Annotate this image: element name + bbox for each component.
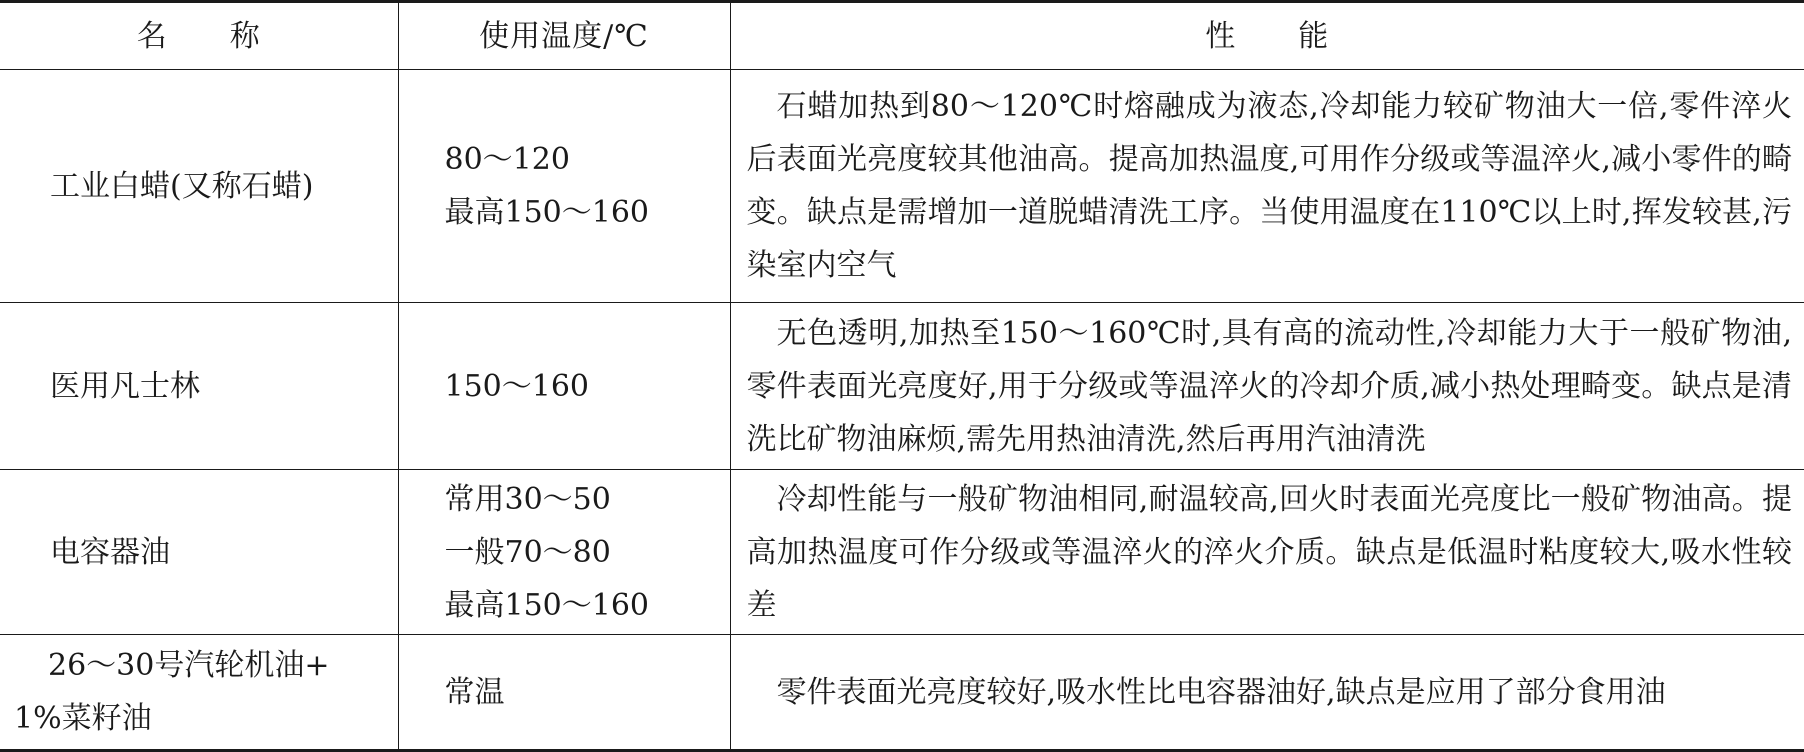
temp-line: 80～120 [444,142,570,177]
name-line: 医用凡士林 [50,368,200,404]
cell-name [0,470,398,635]
cell-temperature [398,635,730,751]
temp-line: 常温 [444,674,505,710]
temp-line: 最高150～160 [444,195,650,230]
header-temperature: 使用温度/℃ [398,2,730,70]
performance-text: 冷却性能与一般矿物油相同,耐温较高,回火时表面光亮度比一般矿物油高。提高加热温度可作分级或等温淬火的淬火介质。缺点是低温时粘度较大,吸水性较差 [746,481,1792,623]
cell-temperature [398,303,730,470]
cell-performance [730,470,1804,635]
temp-line: 150～160 [444,368,590,404]
temp-line: 常用30～50 [444,481,611,517]
header-performance: 性 能 [730,2,1804,70]
cell-performance [730,303,1804,470]
cell-temperature [398,470,730,635]
cell-performance [730,635,1804,751]
table-row [0,303,1804,470]
table-header [0,2,1804,70]
cell-temperature [398,70,730,303]
table-row [0,470,1804,635]
table-row [0,635,1804,751]
header-name: 名 称 [0,2,398,70]
cell-name [0,635,398,751]
cell-name [0,303,398,470]
cell-name [0,70,398,303]
table-body [0,70,1804,751]
name-line: 工业白蜡(又称石蜡) [50,168,314,204]
performance-text: 无色透明,加热至150～160℃时,具有高的流动性,冷却能力大于一般矿物油,零件表面光亮度好,用于分级或等温淬火的冷却介质,减小热处理畸变。缺点是清洗比矿物油麻烦,需先用热油清洗,然后再用汽油清洗 [746,315,1792,457]
header-row [0,2,1804,70]
performance-text: 零件表面光亮度较好,吸水性比电容器油好,缺点是应用了部分食用油 [776,674,1666,710]
performance-text: 石蜡加热到80～120℃时熔融成为液态,冷却能力较矿物油大一倍,零件淬火后表面光亮度较其他油高。提高加热温度,可用作分级或等温淬火,减小零件的畸变。缺点是需增加一道脱蜡清洗工序。当使用温度在110℃以上时,挥发较甚,污染室内空气 [746,89,1792,283]
name-line: 26～30号汽轮机油+ [48,648,330,683]
name-line: 电容器油 [50,534,170,570]
name-line: 1%菜籽油 [14,701,152,736]
table-row [0,70,1804,303]
temp-line: 一般70～80 [444,534,611,570]
cell-performance [730,70,1804,303]
temp-line: 最高150～160 [444,587,650,623]
